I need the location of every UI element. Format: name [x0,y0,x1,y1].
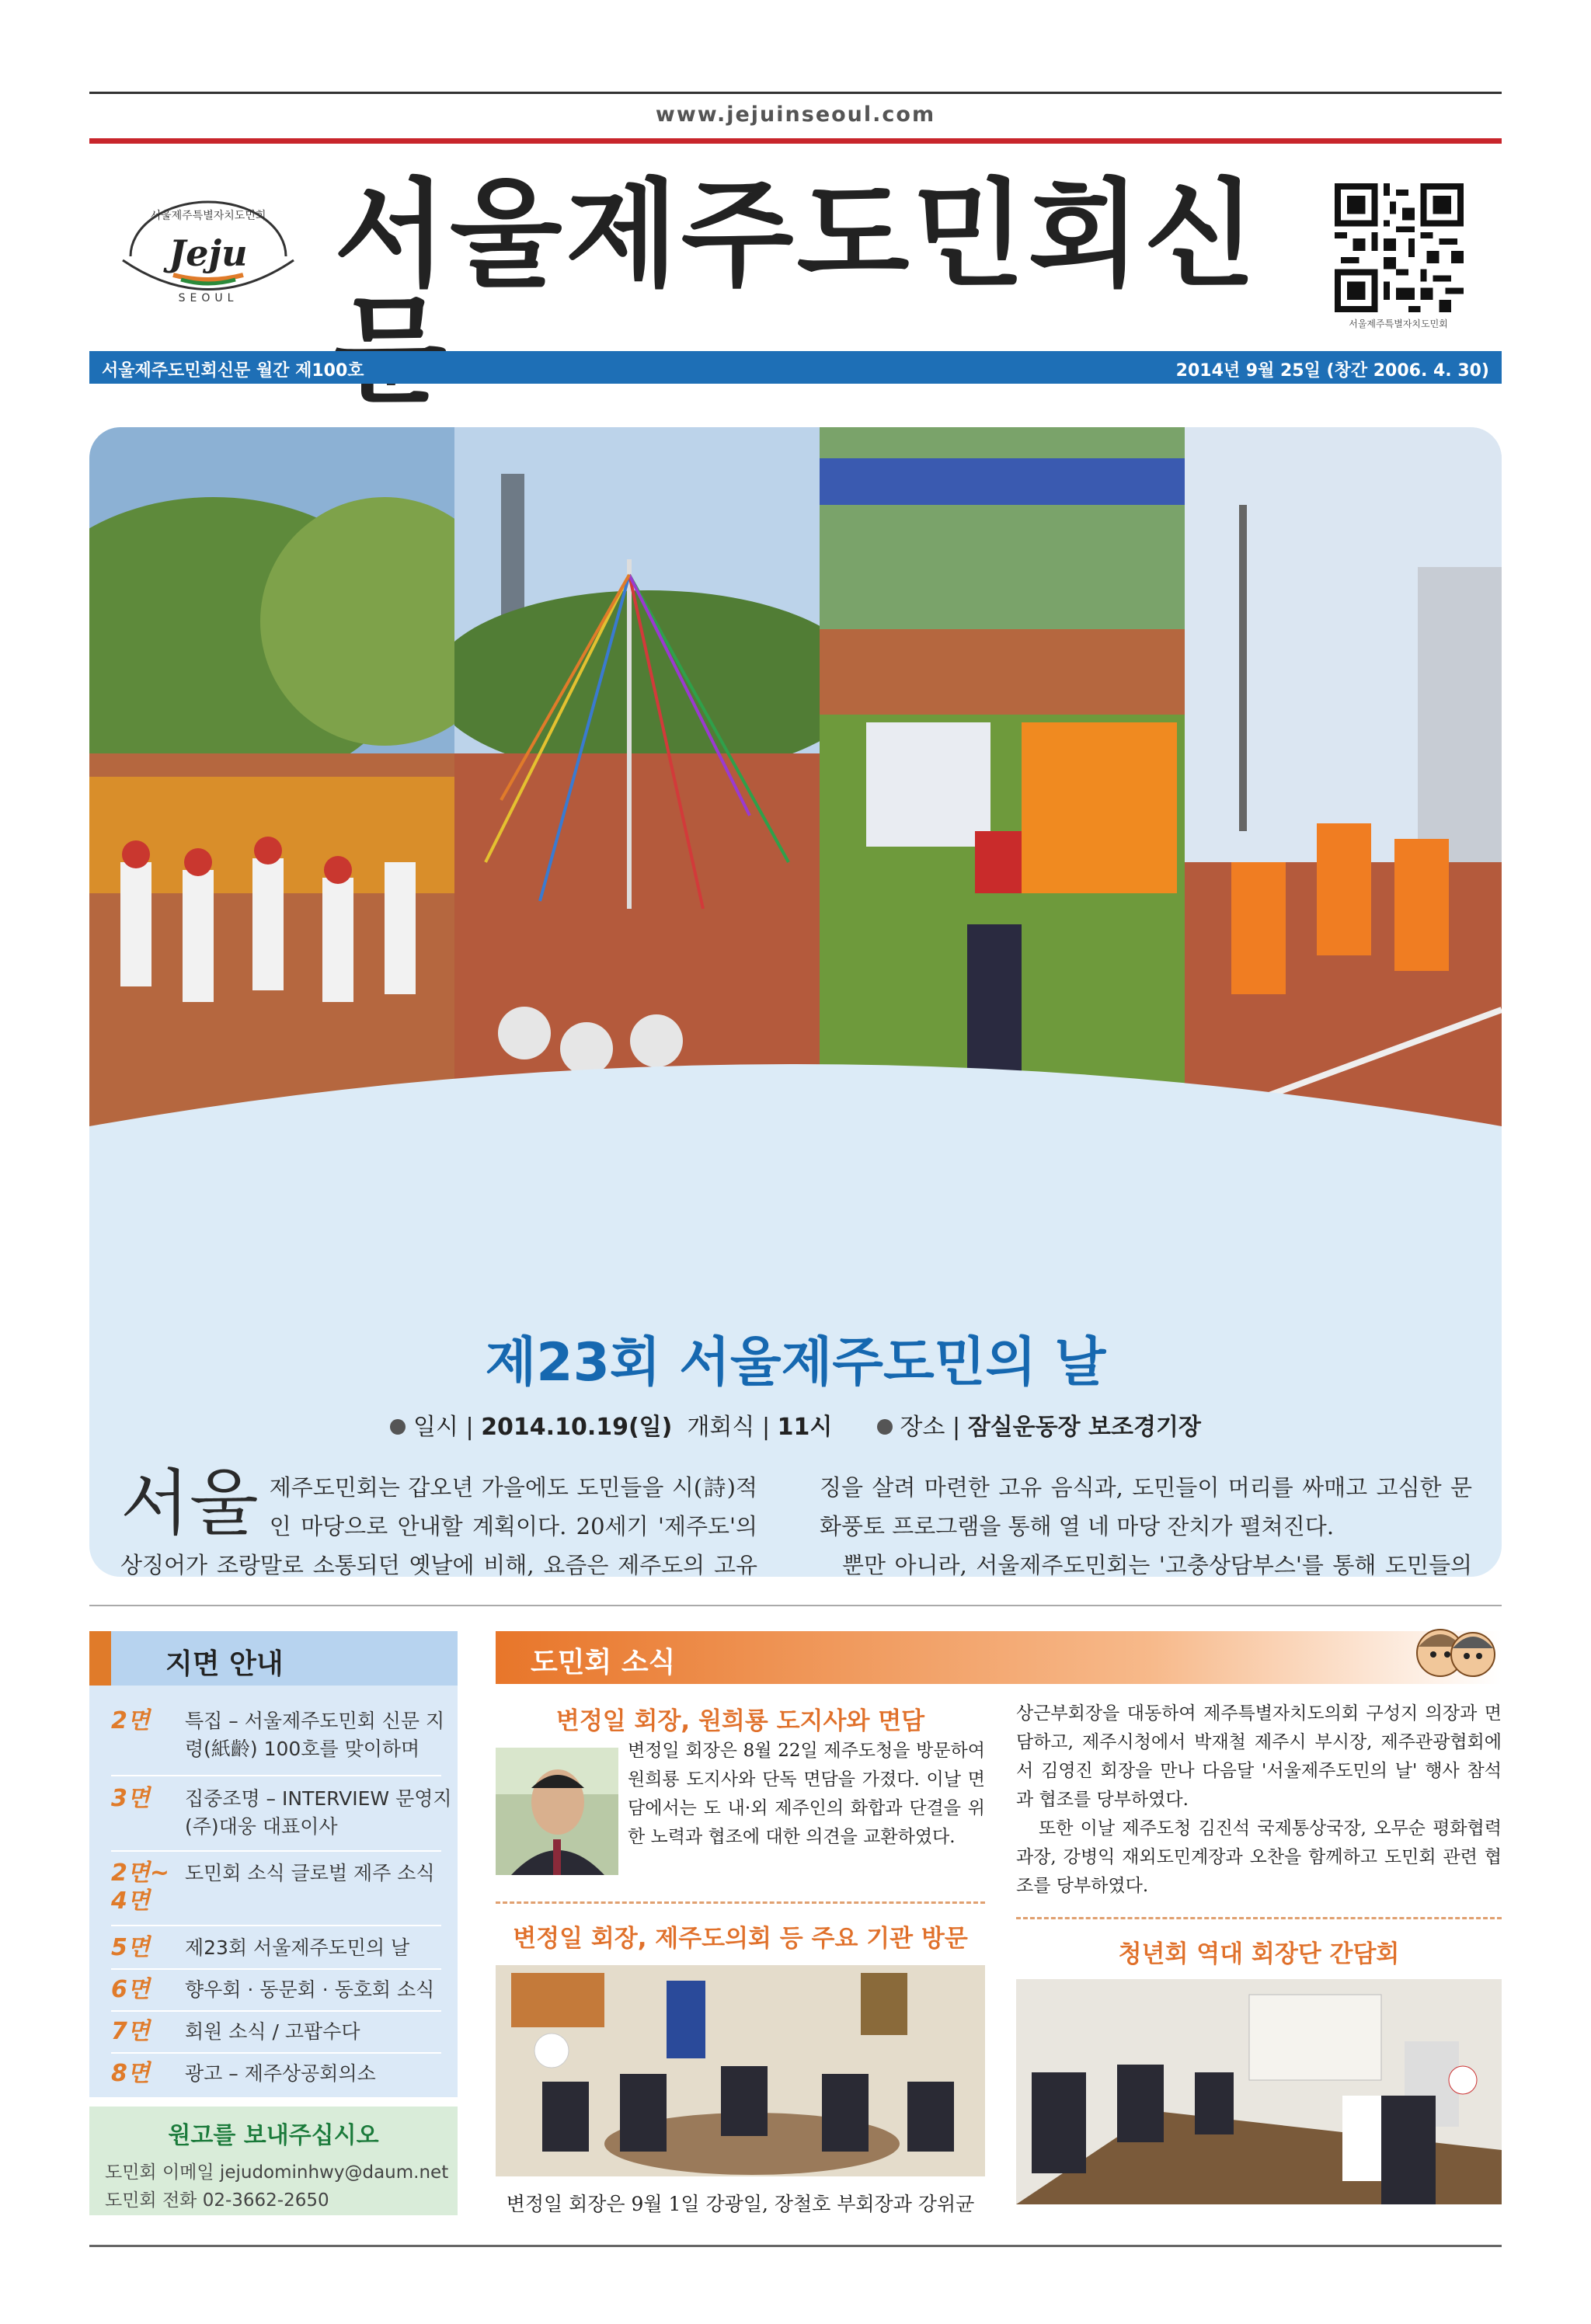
logo-ring-text: 서울제주특별자치도민회 [150,210,266,222]
article-paragraph: 제주도민회는 갑오년 가을에도 도민들을 시(詩)적인 마당으로 안내할 계획이다. 20세기 '제주도'의 상징어가 조랑말로 소통되던 옛날에 비해, 요즘은 제주도의 고유 [120,1474,757,1577]
submission-phone[interactable]: 도민회 전화 02-3662-2650 [105,2190,329,2211]
logo-jeju-text: Jeju [169,232,248,274]
opening-label: 개회식 [687,1414,755,1441]
toc-text: 광고 – 제주상공회의소 [185,2062,376,2085]
issue-date: 2014년 9월 25일 (창간 2006. 4. 30) [1175,361,1489,381]
issue-number: 서울제주도민회신문 월간 제100호 [102,361,364,381]
event-meta: 일시 | 2014.10.19(일) 개회식 | 11시 장소 | 잠실운동장 보조경기장 [89,1407,1502,1442]
submission-email[interactable]: 도민회 이메일 jejudominhwy@daum.net [105,2162,449,2183]
bullet-icon [877,1419,893,1435]
toc-page: 2면 [111,1707,150,1734]
news-section-header [496,1631,1502,1684]
toc-text: 회원 소식 / 고팝수다 [185,2020,360,2043]
headline-youth-meeting[interactable]: 청년회 역대 회장단 간담회 [1118,1940,1400,1968]
mascot-icon [1412,1617,1498,1684]
toc-separator [111,1925,441,1926]
article-paragraph: 또한 이날 제주도청 김진석 국제통상국장, 오무순 평화협력과장, 강병익 재외도민계장과 오찬을 함께하고 도민회 관련 협조를 당부하였다. [1016,1818,1502,1896]
toc-text: 집중조명 – INTERVIEW 문영지 (주)대웅 대표이사 [185,1787,452,1838]
submission-title: 원고를 보내주십시오 [168,2122,379,2149]
toc-page: 8면 [111,2060,150,2087]
photo-council-meeting [496,1965,985,2176]
logo-seoul-text: SEOUL [178,292,238,304]
photo-official-portrait [496,1748,618,1875]
toc-page: 5면 [111,1934,150,1961]
newspaper-title: 서울제주도민회신 [334,168,1260,303]
toc-page: 3면 [111,1785,150,1812]
hero-panel [89,427,1502,1577]
toc-text: 제23회 서울제주도민의 날 [185,1936,410,1959]
dashed-divider [496,1901,985,1904]
toc-separator [111,1968,441,1970]
article-column-right [820,1468,1472,1577]
toc-title: 지면 안내 [165,1648,284,1680]
article-paragraph: 뿐만 아니라, 서울제주도민회는 '고충상담부스'를 통해 도민들의 [842,1552,1472,1577]
news-section-title: 도민회 소식 [531,1647,676,1679]
section-divider [89,1605,1502,1606]
toc-separator [111,1850,441,1852]
top-rule [89,92,1502,94]
event-title: 제23회 서울제주도민의 날 [485,1332,1106,1393]
venue: 잠실운동장 보조경기장 [967,1414,1201,1441]
jeju-seoul-logo [115,186,301,311]
toc-separator [111,2010,441,2012]
toc-separator [111,1775,441,1776]
issue-bar [89,351,1502,384]
toc-accent-bar [89,1631,111,1686]
venue-label: 장소 [900,1414,945,1441]
headline-governor-meeting[interactable]: 변정일 회장, 원희룡 도지사와 면담 [555,1707,925,1735]
submission-box [89,2107,458,2215]
toc-page: 6면 [111,1976,150,2003]
toc-page: 7면 [111,2018,150,2045]
dropcap: 서울 [120,1462,259,1545]
headline-council-visit[interactable]: 변정일 회장, 제주도의회 등 주요 기관 방문 [513,1925,968,1953]
bottom-rule [89,2245,1502,2247]
dashed-divider [1016,1917,1502,1919]
toc-page: 2면~ 4면 [111,1860,169,1915]
event-date-label: 일시 [413,1414,458,1441]
toc-text: 향우회 · 동문회 · 동호회 소식 [185,1978,435,2001]
article-column-left [120,1462,757,1577]
article-governor-meeting: 변정일 회장은 8월 22일 제주도청을 방문하여 원희룡 도지사와 단독 면담을 가졌다. 이날 면담에서는 도 내·외 제주인의 화합과 단결을 위한 노력과 협조에 대한 의견을 교환하였다. [628,1741,985,1847]
red-rule [89,138,1502,144]
photo-youth-meeting [1016,1979,1502,2204]
toc-separator [111,2052,441,2054]
article-paragraph: 상근부회장을 대동하여 제주특별자치도의회 구성지 의장과 면담하고, 제주시청에서 박재철 제주시 부시장, 제주관광협회에서 김영진 회장을 만나 다음달 '서울제주도민의 날' 행사 참석과 협조를 당부하였다. [1016,1703,1502,1810]
toc-row[interactable] [111,1785,453,1847]
article-council-visit [1016,1700,1502,1901]
page-guide [89,1631,458,2097]
qr-caption: 서울제주특별자치도민회 [1349,318,1448,329]
toc-header [111,1631,458,1686]
qr-code-icon[interactable] [1335,183,1464,312]
hero-curve [89,1033,1502,1235]
toc-row[interactable] [111,1707,453,1769]
toc-row[interactable] [111,1860,453,1922]
website-url[interactable]: www.jejuinseoul.com [655,103,936,127]
toc-text: 도민회 소식 글로벌 제주 소식 [185,1862,435,1884]
bullet-icon [390,1419,406,1435]
opening-time: 11시 [777,1414,833,1441]
photo-caption-council: 변정일 회장은 9월 1일 강광일, 장철호 부회장과 강위균 [506,2193,975,2215]
toc-text: 특집 – 서울제주도민회 신문 지령(紙齡) 100호를 맞이하며 [185,1710,445,1760]
event-date: 2014.10.19(일) [481,1414,673,1441]
article-paragraph: 징을 살려 마련한 고유 음식과, 도민들이 머리를 싸매고 고심한 문화풍토 프로그램을 통해 열 네 마당 잔치가 펼쳐진다. [820,1474,1472,1539]
